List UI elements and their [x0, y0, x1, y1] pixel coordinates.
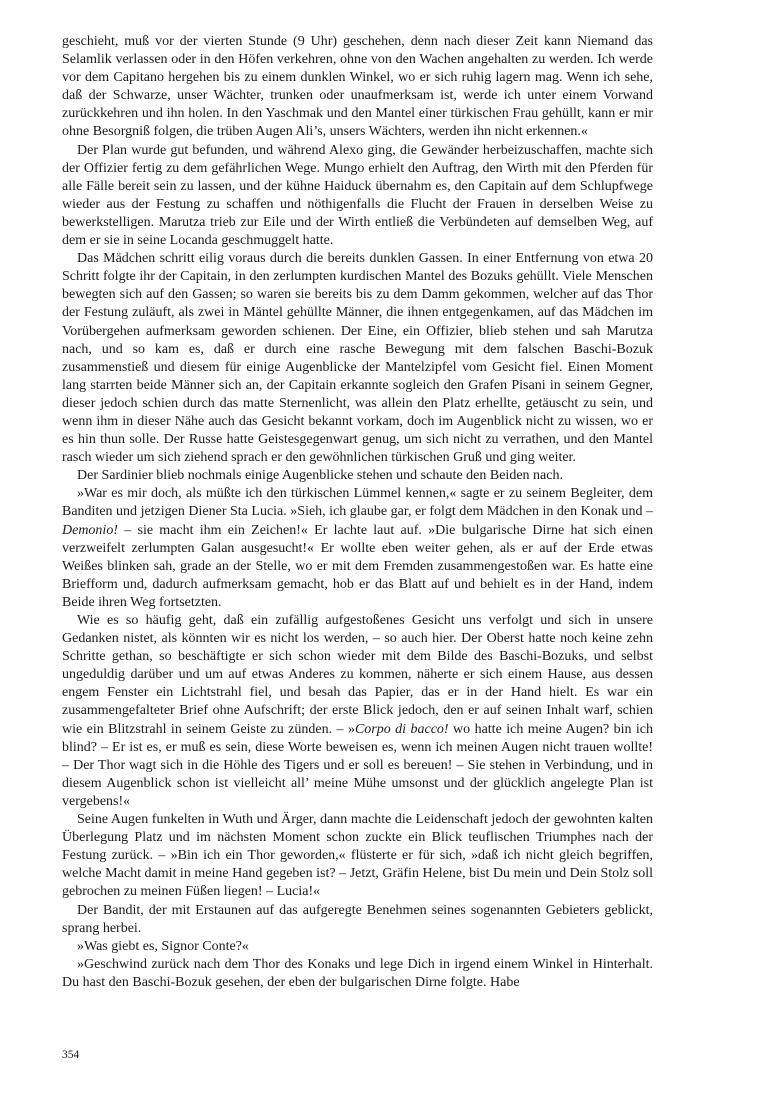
- text-run: »Geschwind zurück nach dem Thor des Konaks und lege Dich in irgend einem Winkel in Hinterhalt. Du hast den Baschi-Bozuk gesehen, der eben der bulgarischen Dirne folgte. Habe: [62, 956, 653, 990]
- text-run: wo hatte ich meine Augen? bin ich blind? – Er ist es, er muß es sein, diese Worte beweisen es, wenn ich meinen Augen nicht trauen wollte! – Der Thor wagt sich in die Höhle des Tigers und er soll es bereuen! – Sie stehen in Verbindung, und in diesem Augenblick schon ist vielleicht all’ meine Mühe umsonst und der glücklich angelegte Plan ist vergebens!«: [62, 721, 654, 809]
- text-run: Der Bandit, der mit Erstaunen auf das aufgeregte Benehmen seines sogenannten Gebieters geblickt, sprang herbei.: [62, 902, 653, 936]
- paragraph: [62, 485, 653, 612]
- text-run: »Was giebt es, Signor Conte?«: [77, 938, 249, 954]
- paragraph: [62, 467, 653, 485]
- text-run: – sie macht ihm ein Zeichen!« Er lachte laut auf. »Die bulgarische Dirne hat sich einen verzweifelt zerlumpten Galan ausgesucht!« Er wollte eben weiter gehen, als er auf der Erde etwas Weißes blinken sah, grade an der Stelle, wo er mit dem Fremden zusammengestoßen war. Es hatte eine Briefform und, dadurch aufmerksam gemacht, hob er das Blatt auf und behielt es in der Hand, indem Beide ihren Weg fortsetzten.: [62, 522, 653, 610]
- paragraph: [62, 142, 653, 251]
- paragraph: [62, 902, 653, 938]
- text-run: Wie es so häufig geht, daß ein zufällig aufgestoßenes Gesicht uns verfolgt und sich in unsere Gedanken nistet, als könnten wir es nicht los werden, – so auch hier. Der Oberst hatte noch keine zehn Schritte gethan, so beschäftigte er sich schon wieder mit dem Bilde des Baschi-Bozuks, und selbst ungeduldig darüber und um auf etwas Anderes zu kommen, näherte er sich einem Hause, aus dessen engem Fenster ein Lichtstrahl fiel, und besah das Papier, das er in der Hand hielt. Es war ein zusammengefalteter Brief ohne Aufschrift; der erste Blick jedoch, den er auf seinen Inhalt warf, schien wie ein Blitzstrahl in seinem Geiste zu zünden. – »: [62, 613, 653, 737]
- text-run: Der Sardinier blieb nochmals einige Augenblicke stehen und schaute den Beiden nach.: [77, 468, 563, 484]
- page-number: 354: [62, 1049, 80, 1061]
- text-run: Das Mädchen schritt eilig voraus durch die bereits dunklen Gassen. In einer Entfernung von etwa 20 Schritt folgte ihr der Capitain, in den zerlumpten kurdischen Mantel des Bozuks gehüllt. Viele Menschen bewegten sich auf den Gassen; so waren sie bereits bis zu dem Damm gekommen, welcher auf das Thor der Festung zuläuft, als zwei in Mäntel gehüllte Männer, die ihnen entgegenkamen, auf das Mädchen im Vorübergehen aufmerksam geworden schienen. Der Eine, ein Offizier, blieb stehen und sah Marutza nach, und so kam es, daß er durch eine rasche Bewegung mit dem falschen Baschi-Bozuk zusammenstieß und diesem für einige Augenblicke der Mantelzipfel vom Gesicht fiel. Einen Moment lang starrten beide Männer sich an, der Capitain erkannte sogleich den Grafen Pisani in seinem Gegner, dieser jedoch schien durch das matte Sternenlicht, was allein den Platz erhellte, getäuscht zu sein, und wenn ihm in dieser Nähe auch das Gesicht bekannt vorkam, doch im Augenblick nicht zu wissen, wo er es hin thun solle. Der Russe hatte Geistesgegenwart genug, um sich nicht zu verrathen, und den Mantel rasch wieder um sich ziehend sprach er den gewöhnlichen türkischen Gruß und ging weiter.: [62, 251, 653, 466]
- paragraph: [62, 33, 653, 142]
- paragraph: [62, 612, 653, 811]
- italic-phrase: Demonio!: [62, 522, 118, 538]
- paragraph: [62, 938, 653, 956]
- italic-phrase: Corpo di bacco!: [354, 721, 449, 737]
- text-run: Der Plan wurde gut befunden, und während Alexo ging, die Gewänder herbeizuschaffen, machte sich der Offizier fertig zu dem gefährlichen Wege. Mungo erhielt den Auftrag, den Wirth mit den Pferden für alle Fälle bereit sein zu lassen, und der kühne Haiduck übernahm es, den Capitain auf dem Schlupfwege wieder aus der Festung zu schaffen und nöthigenfalls die Flucht der Frauen in derselben Weise zu bewerkstelligen. Marutza trieb zur Eile und der Wirth entließ die Verbündeten auf demselben Weg, auf dem er sie in seine Locanda geschmuggelt hatte.: [62, 142, 653, 249]
- text-run: »War es mir doch, als müßte ich den türkischen Lümmel kennen,« sagte er zu seinem Begleiter, dem Banditen und jetzigen Diener Sta Lucia. »Sieh, ich glaube gar, er folgt dem Mädchen in den Konak und –: [62, 486, 653, 520]
- paragraph: [62, 811, 653, 901]
- text-run: geschieht, muß vor der vierten Stunde (9 Uhr) geschehen, denn nach dieser Zeit kann Niemand das Selamlik verlassen oder in den Höfen verkehren, ohne von den Wachen angehalten zu werden. Ich werde vor dem Capitano hergehen bis zu einem dunklen Winkel, wo er sich ruhig lagern mag. Wenn ich sehe, daß der Schwarze, unser Wächter, trunken oder unaufmerksam ist, werde ich unter einem Vorwand zurückkehren und ihn holen. In den Yaschmak und den Mantel einer türkischen Frau gehüllt, kann er mir ohne Besorgniß folgen, die trüben Augen Ali’s, unsers Wächters, werden ihn nicht erkennen.«: [62, 34, 653, 140]
- paragraph: [62, 250, 653, 467]
- text-run: Seine Augen funkelten in Wuth und Ärger, dann machte die Leidenschaft jedoch der gewohnten kalten Überlegung Platz und im nächsten Moment schon zuckte ein Blick teuflischen Triumphes nach der Festung zurück. – »Bin ich ein Thor geworden,« flüsterte er für sich, »daß ich nicht gleich begriffen, welche Macht damit in meine Hand gegeben ist? – Jetzt, Gräfin Helene, bist Du mein und Dein Stolz soll gebrochen zu meinen Füßen liegen! – Lucia!«: [62, 812, 653, 900]
- paragraph: [62, 956, 653, 992]
- body-text: [62, 33, 653, 992]
